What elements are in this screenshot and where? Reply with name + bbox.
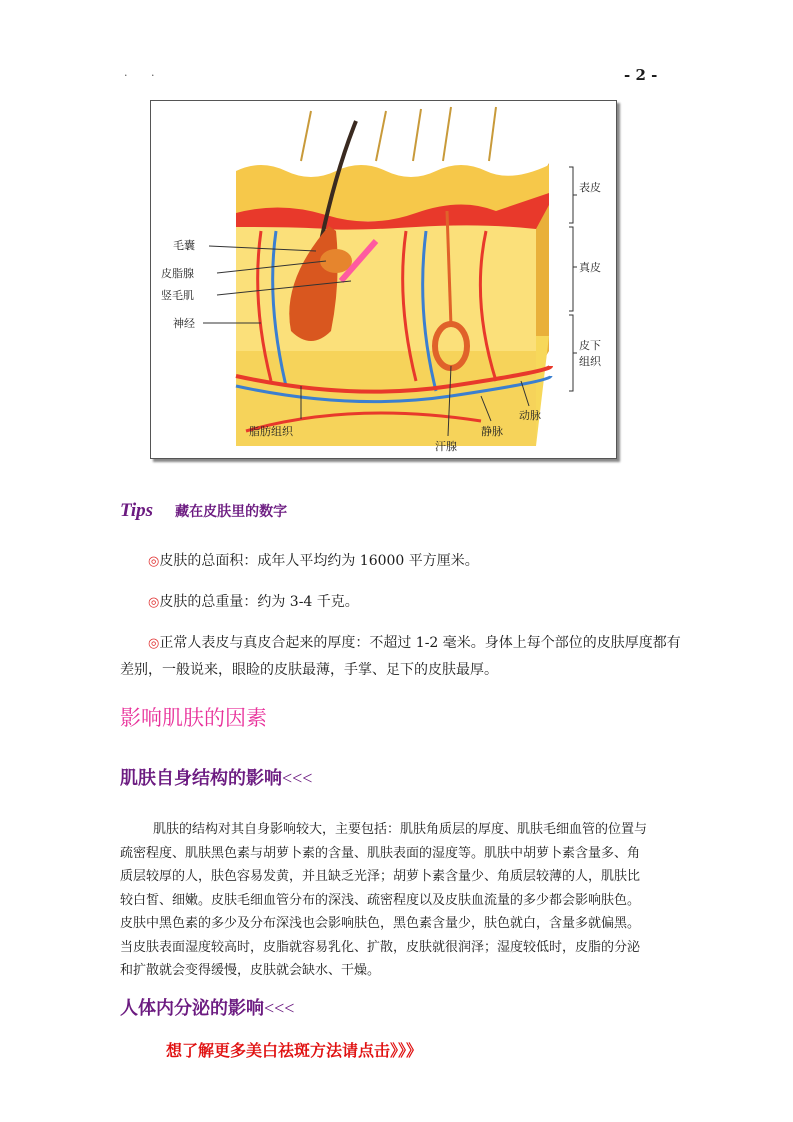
subcutaneous-bracket: [569, 315, 577, 391]
paragraph-line: 疏密程度、肌肤黑色素与胡萝卜素的含量、肌肤表面的湿度等。肌肤中胡萝卜素含量多、角: [120, 845, 641, 861]
hair-strand: [443, 107, 451, 161]
fact-text: 皮肤的总面积：成年人平均约为 16000 平方厘米。: [159, 553, 479, 569]
tips-heading: [120, 500, 287, 522]
hair-strand: [376, 111, 386, 161]
label-vein: 静脉: [481, 425, 503, 438]
whitening-link[interactable]: 想了解更多美白祛斑方法请点击》》》: [166, 1041, 423, 1060]
skin-cross-section-illustration: [151, 101, 616, 458]
bullet-icon: ◎: [148, 595, 160, 610]
endocrine-arrow: <<<: [264, 998, 295, 1018]
fact-text: 皮肤的总重量：约为 3-4 千克。: [159, 594, 359, 610]
tips-title: 藏在皮肤里的数字: [175, 504, 288, 520]
hair-strand: [301, 111, 311, 161]
section-title-factors: 影响肌肤的因素: [120, 706, 267, 730]
bullet-icon: ◎: [148, 554, 160, 569]
tips-tag: Tips: [120, 500, 154, 521]
section-title-structure: [120, 764, 312, 790]
fact-text-line2: 差别，一般说来，眼睑的皮肤最薄，手掌、足下的皮肤最厚。: [120, 662, 498, 678]
paragraph-line: 和扩散就会变得缓慢，皮肤就会缺水、干燥。: [120, 963, 381, 978]
label-sebaceous-gland: 皮脂腺: [161, 267, 194, 280]
bullet-icon: ◎: [148, 636, 160, 651]
label-adipose: 脂肪组织: [249, 425, 293, 438]
label-sweat-gland: 汗腺: [435, 440, 457, 453]
label-nerve: 神经: [173, 317, 195, 330]
paragraph-line: 肌肤的结构对其自身影响较大，主要包括：肌肤角质层的厚度、肌肤毛细血管的位置与: [120, 822, 648, 837]
skin-structure-figure: [150, 100, 617, 459]
section-title-endocrine: [120, 994, 294, 1020]
fact-text: 正常人表皮与真皮合起来的厚度：不超过 1-2 毫米。身体上每个部位的皮肤厚度都有: [159, 635, 681, 651]
dermis-layer: [236, 221, 536, 351]
header-dots: . .: [124, 66, 165, 79]
hair-strand: [413, 109, 421, 161]
fact-thickness: [120, 630, 730, 683]
epidermis-bracket: [569, 167, 577, 223]
label-subcutaneous-1: 皮下: [579, 339, 601, 352]
label-dermis: 真皮: [579, 261, 601, 274]
fact-area: [120, 548, 730, 575]
label-epidermis: 表皮: [579, 181, 601, 194]
paragraph-line: 当皮肤表面湿度较高时，皮脂就容易乳化、扩散，皮肤就很润泽；湿度较低时，皮脂的分泌: [120, 939, 641, 955]
paragraph-line: 较白皙、细嫩。皮肤毛细血管分布的深浅、疏密程度以及皮肤血流量的多少都会影响肤色。: [120, 892, 641, 908]
label-artery: 动脉: [519, 409, 541, 422]
label-arrector-pili: 竖毛肌: [161, 289, 194, 302]
endocrine-title-text: 人体内分泌的影响: [120, 998, 264, 1019]
hair-strand: [489, 107, 496, 161]
structure-paragraph: [120, 818, 720, 983]
dermis-bracket: [569, 227, 577, 311]
fact-weight: [120, 589, 730, 616]
label-subcutaneous-2: 组织: [579, 355, 601, 368]
page-number: - 2 -: [624, 66, 658, 84]
structure-title-text: 肌肤自身结构的影响: [120, 768, 282, 789]
paragraph-line: 皮肤中黑色素的多少及分布深浅也会影响肤色，黑色素含量少，肤色就白，含量多就偏黑。: [120, 916, 641, 931]
structure-arrow: <<<: [282, 768, 313, 788]
label-hair-follicle: 毛囊: [173, 239, 195, 252]
paragraph-line: 质层较厚的人，肤色容易发黄，并且缺乏光泽；胡萝卜素含量少、角质层较薄的人，肌肤比: [120, 869, 641, 884]
